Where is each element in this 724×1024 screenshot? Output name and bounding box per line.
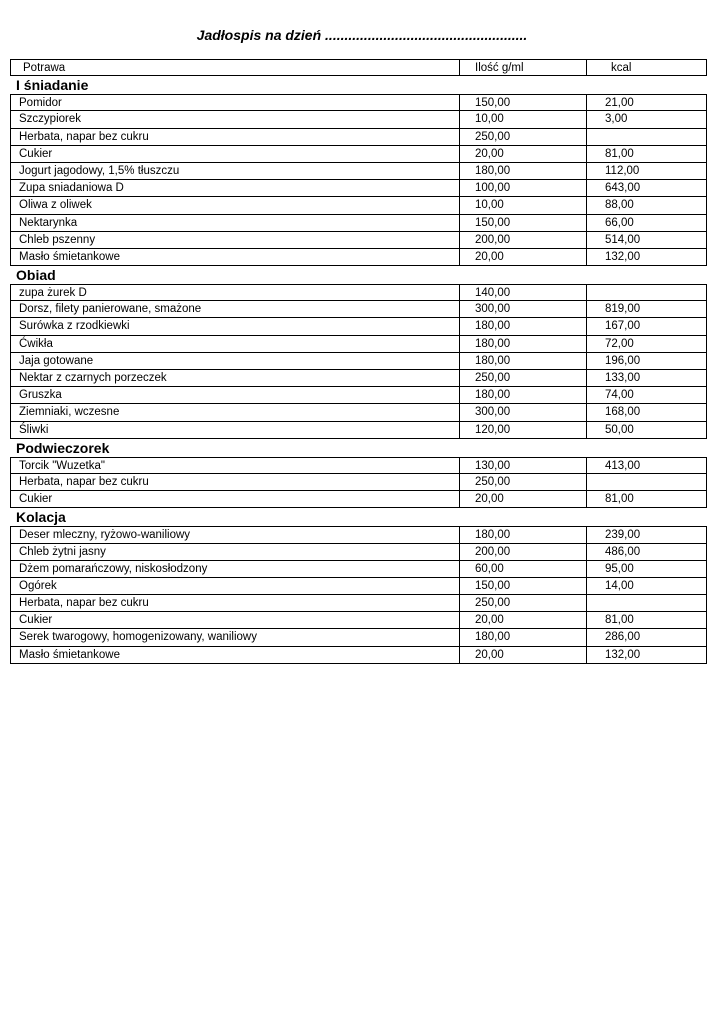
table-row <box>10 353 707 370</box>
table-row <box>10 404 707 421</box>
dish-cell: Masło śmietankowe <box>11 249 460 265</box>
amount-cell: 20,00 <box>460 612 587 628</box>
dish-cell: Surówka z rzodkiewki <box>11 318 460 334</box>
dish-cell: Chleb pszenny <box>11 232 460 248</box>
amount-cell: 180,00 <box>460 387 587 403</box>
meal-sections <box>10 76 707 664</box>
dish-cell: Masło śmietankowe <box>11 647 460 663</box>
dish-cell: Chleb żytni jasny <box>11 544 460 560</box>
amount-cell: 20,00 <box>460 647 587 663</box>
amount-cell: 250,00 <box>460 595 587 611</box>
amount-cell: 10,00 <box>460 111 587 127</box>
amount-cell: 60,00 <box>460 561 587 577</box>
amount-cell: 200,00 <box>460 544 587 560</box>
dish-cell: Szczypiorek <box>11 111 460 127</box>
table-row <box>10 647 707 664</box>
table-row <box>10 232 707 249</box>
amount-cell: 250,00 <box>460 474 587 490</box>
table-row <box>10 457 707 474</box>
meal-section-title: I śniadanie <box>16 77 89 94</box>
table-row <box>10 163 707 180</box>
table-row <box>10 301 707 318</box>
dish-cell: Jaja gotowane <box>11 353 460 369</box>
dish-cell: Ćwikła <box>11 336 460 352</box>
page-title: Jadłospis na dzień .................................................... <box>196 27 528 43</box>
amount-cell: 10,00 <box>460 197 587 213</box>
dish-cell: Ogórek <box>11 578 460 594</box>
meal-section-title: Kolacja <box>16 509 66 526</box>
kcal-cell <box>587 129 706 145</box>
dish-cell: Deser mleczny, ryżowo-waniliowy <box>11 527 460 542</box>
amount-cell: 150,00 <box>460 95 587 110</box>
table-row <box>10 491 707 508</box>
table-row <box>10 180 707 197</box>
kcal-cell: 514,00 <box>605 233 641 246</box>
amount-cell: 180,00 <box>460 336 587 352</box>
kcal-cell <box>587 474 706 490</box>
table-row <box>10 595 707 612</box>
kcal-cell <box>587 285 706 300</box>
kcal-cell <box>587 595 706 611</box>
amount-cell: 180,00 <box>460 163 587 179</box>
kcal-cell: 21,00 <box>605 97 634 110</box>
meal-section-title: Obiad <box>16 267 56 284</box>
kcal-cell: 95,00 <box>605 562 634 575</box>
table-row <box>10 197 707 214</box>
amount-cell: 20,00 <box>460 249 587 265</box>
amount-cell: 300,00 <box>460 404 587 420</box>
meal-section-title: Podwieczorek <box>16 439 110 456</box>
kcal-cell: 74,00 <box>605 389 634 402</box>
table-row <box>10 318 707 335</box>
kcal-cell: 132,00 <box>605 250 641 263</box>
amount-cell: 120,00 <box>460 422 587 438</box>
column-header-amount: Ilość g/ml <box>460 60 587 75</box>
kcal-cell: 88,00 <box>605 199 634 212</box>
table-row <box>10 370 707 387</box>
dish-cell: Nektarynka <box>11 215 460 231</box>
kcal-cell: 239,00 <box>605 529 641 542</box>
table-header-row <box>10 59 707 76</box>
amount-cell: 130,00 <box>460 458 587 473</box>
kcal-cell: 133,00 <box>605 372 641 384</box>
table-row <box>10 578 707 595</box>
amount-cell: 140,00 <box>460 285 587 300</box>
amount-cell: 180,00 <box>460 629 587 645</box>
kcal-cell: 819,00 <box>605 303 641 316</box>
kcal-cell: 167,00 <box>605 320 641 333</box>
table-row <box>10 422 707 439</box>
table-row <box>10 629 707 646</box>
kcal-cell: 81,00 <box>605 493 634 506</box>
kcal-cell: 3,00 <box>605 113 628 126</box>
dish-cell: Serek twarogowy, homogenizowany, waniliowy <box>11 629 460 645</box>
kcal-cell: 72,00 <box>605 337 634 350</box>
kcal-cell: 81,00 <box>605 147 634 160</box>
kcal-cell: 112,00 <box>605 164 640 177</box>
dish-cell: Pomidor <box>11 95 460 110</box>
table-row <box>10 129 707 146</box>
amount-cell: 200,00 <box>460 232 587 248</box>
amount-cell: 20,00 <box>460 491 587 507</box>
dish-cell: zupa żurek D <box>11 285 460 300</box>
table-row <box>10 526 707 543</box>
kcal-cell: 66,00 <box>605 216 634 229</box>
menu-table <box>10 59 707 664</box>
dish-cell: Cukier <box>11 491 460 507</box>
table-row <box>10 612 707 629</box>
kcal-cell: 50,00 <box>605 423 634 436</box>
dish-cell: Oliwa z oliwek <box>11 197 460 213</box>
column-header-kcal: kcal <box>611 62 632 74</box>
dish-cell: Gruszka <box>11 387 460 403</box>
kcal-cell: 14,00 <box>605 579 634 592</box>
amount-cell: 150,00 <box>460 578 587 594</box>
kcal-cell: 168,00 <box>605 406 641 419</box>
column-header-dish: Potrawa <box>11 60 460 75</box>
kcal-cell: 132,00 <box>605 648 641 661</box>
kcal-cell: 643,00 <box>605 182 641 195</box>
table-row <box>10 111 707 128</box>
dish-cell: Nektar z czarnych porzeczek <box>11 370 460 386</box>
dish-cell: Dżem pomarańczowy, niskosłodzony <box>11 561 460 577</box>
amount-cell: 250,00 <box>460 370 587 386</box>
table-row <box>10 94 707 111</box>
dish-cell: Cukier <box>11 146 460 162</box>
amount-cell: 250,00 <box>460 129 587 145</box>
dish-cell: Dorsz, filety panierowane, smażone <box>11 301 460 317</box>
amount-cell: 300,00 <box>460 301 587 317</box>
amount-cell: 180,00 <box>460 353 587 369</box>
dish-cell: Herbata, napar bez cukru <box>11 595 460 611</box>
table-row <box>10 387 707 404</box>
dish-cell: Herbata, napar bez cukru <box>11 474 460 490</box>
amount-cell: 20,00 <box>460 146 587 162</box>
amount-cell: 100,00 <box>460 180 587 196</box>
table-row <box>10 544 707 561</box>
dish-cell: Zupa sniadaniowa D <box>11 180 460 196</box>
dish-cell: Herbata, napar bez cukru <box>11 129 460 145</box>
kcal-cell: 81,00 <box>605 614 634 627</box>
kcal-cell: 196,00 <box>605 354 641 367</box>
amount-cell: 180,00 <box>460 527 587 542</box>
table-row <box>10 284 707 301</box>
dish-cell: Śliwki <box>11 422 460 438</box>
kcal-cell: 286,00 <box>605 631 641 644</box>
amount-cell: 150,00 <box>460 215 587 231</box>
table-row <box>10 215 707 232</box>
table-row <box>10 146 707 163</box>
table-row <box>10 474 707 491</box>
dish-cell: Ziemniaki, wczesne <box>11 404 460 420</box>
dish-cell: Torcik "Wuzetka" <box>11 458 460 473</box>
table-row <box>10 249 707 266</box>
dish-cell: Jogurt jagodowy, 1,5% tłuszczu <box>11 163 460 179</box>
amount-cell: 180,00 <box>460 318 587 334</box>
table-row <box>10 336 707 353</box>
dish-cell: Cukier <box>11 612 460 628</box>
kcal-cell: 413,00 <box>605 459 641 472</box>
table-row <box>10 561 707 578</box>
kcal-cell: 486,00 <box>605 545 641 558</box>
